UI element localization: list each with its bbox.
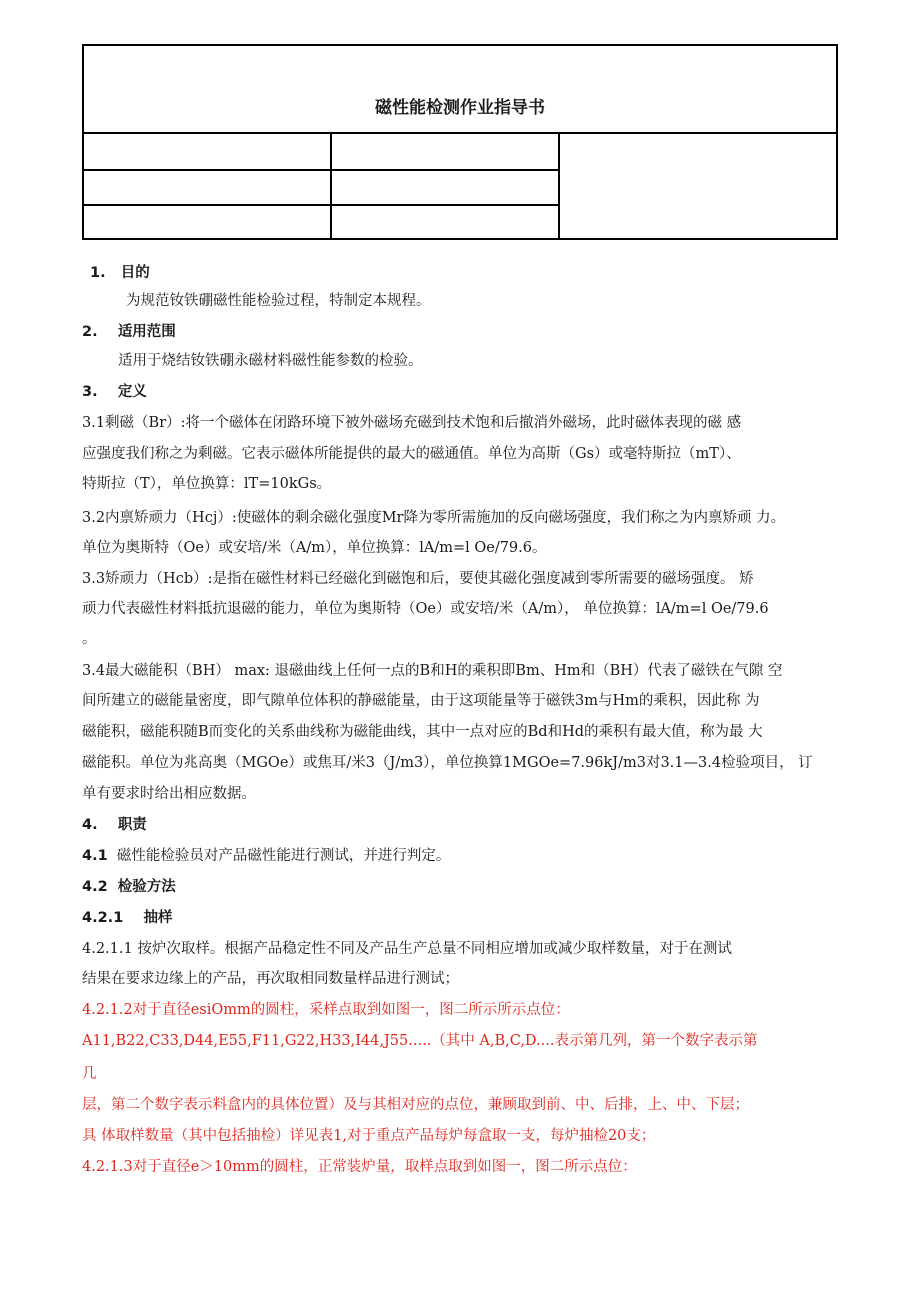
table-divider xyxy=(84,204,558,206)
paragraph-line: 单位为奥斯特（Oe）或安培/米（A/m），单位换算：lA/m=l Oe/79.6。 xyxy=(82,540,547,556)
paragraph-line: 应强度我们称之为剩磁。它表示磁体所能提供的最大的磁通值。单位为高斯（Gs）或毫特斯拉（mT）、 xyxy=(82,446,741,462)
paragraph-line: 3.3矫顽力（Hcb）:是指在磁性材料已经磁化到磁饱和后，要使其磁化强度减到零所需要的磁场强度。 矫 xyxy=(82,571,754,587)
paragraph-line: 特斯拉（T），单位换算：lT=10kGs。 xyxy=(82,476,332,492)
paragraph-line: 顽力代表磁性材料抵抗退磁的能力，单位为奥斯特（Oe）或安培/米（A/m）， 单位换算：lA/m=l Oe/79.6 xyxy=(82,601,769,617)
paragraph-line-red: 几 xyxy=(82,1066,97,1082)
table-divider xyxy=(84,169,558,171)
paragraph-line-red: A11,B22,C33,D44,E55,F11,G22,H33,I44,J55.....（其中 A,B,C,D....表示第几列，第一个数字表示第 xyxy=(82,1033,758,1049)
section-1-heading: 1. 目的 xyxy=(90,265,150,281)
table-divider xyxy=(558,134,560,238)
paragraph-line: 3.4最大磁能积（BH） max: 退磁曲线上任何一点的B和H的乘积即Bm、Hm和（BH）代表了磁铁在气隙 空 xyxy=(82,663,783,679)
paragraph-line: 磁能积。单位为兆高奥（MGOe）或焦耳/米3（J/m3），单位换算1MGOe=7.96kJ/m3对3.1—3.4检验项目， 订 xyxy=(82,755,813,771)
section-3-heading: 3. 定义 xyxy=(82,384,147,400)
table-divider xyxy=(330,134,332,238)
document-header-table xyxy=(82,44,838,240)
section-4-2-1-heading: 4.2.1 抽样 xyxy=(82,910,173,926)
document-title: 磁性能检测作业指导书 xyxy=(84,46,836,134)
section-4-heading: 4. 职责 xyxy=(82,817,147,833)
paragraph-line-red: 层，第二个数字表示料盒内的具体位置）及与其相对应的点位，兼顾取到前、中、后排，上、中、下层； xyxy=(82,1097,749,1113)
paragraph-line: 4.2.1.1 按炉次取样。根据产品稳定性不同及产品生产总量不同相应增加或减少取样数量，对于在测试 xyxy=(82,941,732,957)
section-4-2-heading: 4.2 检验方法 xyxy=(82,879,176,895)
paragraph-line-red: 4.2.1.3对于直径e＞10mm的圆柱，正常装炉量，取样点取到如图一，图二所示点位： xyxy=(82,1159,637,1175)
section-1-body: 为规范钕铁硼磁性能检验过程，特制定本规程。 xyxy=(126,293,431,309)
section-4-1: 4.1 磁性能检验员对产品磁性能进行测试，并进行判定。 xyxy=(82,848,451,864)
paragraph-line: 间所建立的磁能量密度，即气隙单位体积的静磁能量，由于这项能量等于磁铁3m与Hm的乘积，因此称 为 xyxy=(82,693,760,709)
paragraph-line: 。 xyxy=(82,631,97,647)
paragraph-line: 单有要求时给出相应数据。 xyxy=(82,786,256,802)
section-2-body: 适用于烧结钕铁硼永磁材料磁性能参数的检验。 xyxy=(118,353,423,369)
paragraph-line-red: 具 体取样数量（其中包括抽检）详见表1,对于重点产品每炉每盒取一支，每炉抽检20支； xyxy=(82,1128,656,1144)
section-2-heading: 2. 适用范围 xyxy=(82,324,176,340)
paragraph-line: 3.1剩磁（Br）:将一个磁体在闭路环境下被外磁场充磁到技术饱和后撤消外磁场，此时磁体表现的磁 感 xyxy=(82,415,742,431)
paragraph-line: 3.2内禀矫顽力（Hcj）:使磁体的剩余磁化强度Mr降为零所需施加的反向磁场强度，我们称之为内禀矫顽 力。 xyxy=(82,510,786,526)
paragraph-line-red: 4.2.1.2对于直径esiOmm的圆柱，采样点取到如图一，图二所示所示点位： xyxy=(82,1002,570,1018)
paragraph-line: 结果在要求边缘上的产品，再次取相同数量样品进行测试； xyxy=(82,971,459,987)
paragraph-line: 磁能积，磁能积随B而变化的关系曲线称为磁能曲线，其中一点对应的Bd和Hd的乘积有最大值，称为最 大 xyxy=(82,724,763,740)
